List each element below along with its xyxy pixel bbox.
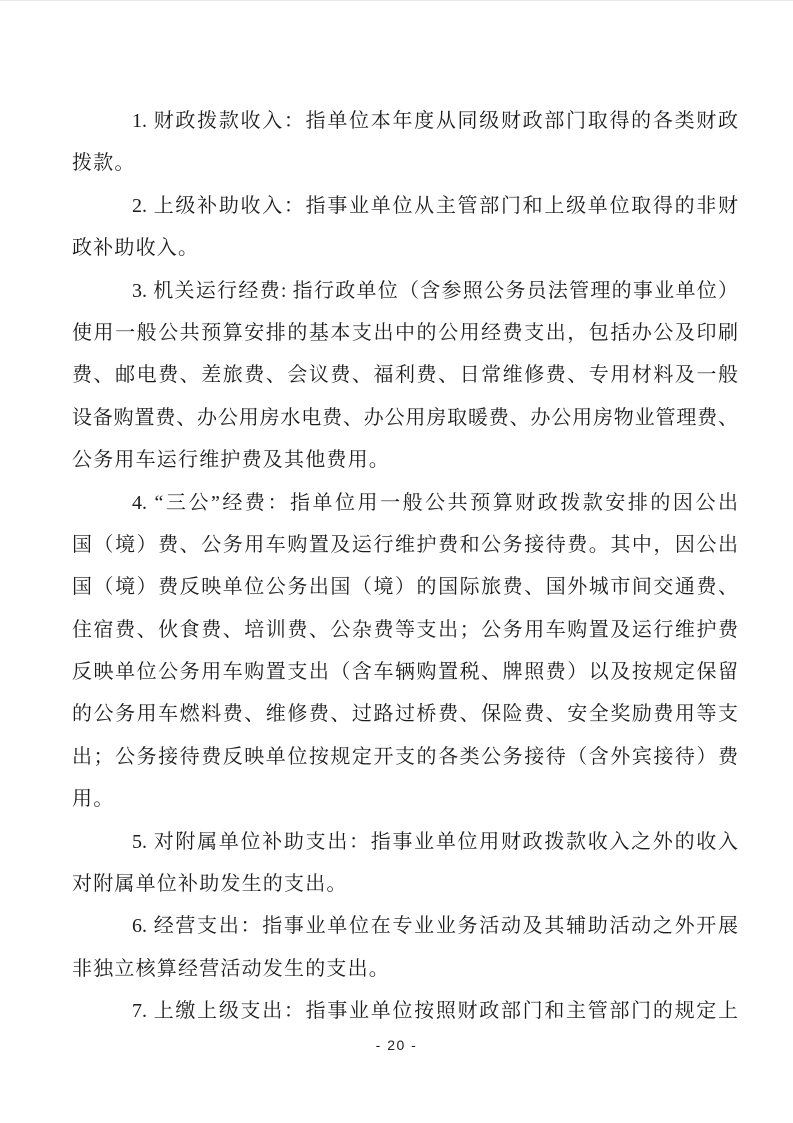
page-number: - 20 - xyxy=(375,1037,418,1053)
text-line: 费、邮电费、差旅费、会议费、福利费、日常维修费、专用材料及一般 xyxy=(72,364,738,387)
page-footer xyxy=(0,1037,793,1055)
text-line: 1. 财政拨款收入：指单位本年度从同级财政部门取得的各类财政 xyxy=(132,110,738,132)
text-line: 公务用车运行维护费及其他费用。 xyxy=(72,449,390,472)
text-line: 非独立核算经营活动发生的支出。 xyxy=(72,957,390,980)
text-line: 3. 机关运行经费: 指行政单位（含参照公务员法管理的事业单位） xyxy=(132,279,738,302)
document-body xyxy=(72,100,738,1033)
paragraph-item-3 xyxy=(72,270,738,482)
paragraph-item-6 xyxy=(72,905,738,990)
text-line: 6. 经营支出：指事业单位在专业业务活动及其辅助活动之外开展 xyxy=(132,915,738,938)
text-line: 住宿费、伙食费、培训费、公杂费等支出；公务用车购置及运行维护费 xyxy=(72,618,738,641)
text-line: 政补助收入。 xyxy=(72,237,200,260)
text-line: 使用一般公共预算安排的基本支出中的公用经费支出，包括办公及印刷 xyxy=(72,321,738,344)
text-line: 国（境）费、公务用车购置及运行维护费和公务接待费。其中，因公出 xyxy=(72,533,738,556)
text-line: 2. 上级补助收入：指事业单位从主管部门和上级单位取得的非财 xyxy=(132,194,738,217)
paragraph-item-1 xyxy=(72,100,738,185)
text-line: 用。 xyxy=(72,788,115,811)
text-line: 国（境）费反映单位公务出国（境）的国际旅费、国外城市间交通费、 xyxy=(72,576,738,599)
text-line: 出；公务接待费反映单位按规定开支的各类公务接待（含外宾接待）费 xyxy=(72,745,738,768)
text-line: 设备购置费、办公用房水电费、办公用房取暖费、办公用房物业管理费、 xyxy=(72,406,738,429)
paragraph-item-7 xyxy=(72,990,738,1032)
text-line: 5. 对附属单位补助支出：指事业单位用财政拨款收入之外的收入 xyxy=(132,830,738,853)
text-line: 对附属单位补助发生的支出。 xyxy=(72,873,348,896)
text-line: 反映单位公务用车购置支出（含车辆购置税、牌照费）以及按规定保留 xyxy=(72,661,738,684)
paragraph-item-4 xyxy=(72,482,738,821)
text-line: 拨款。 xyxy=(72,152,136,175)
text-line: 7. 上缴上级支出：指事业单位按照财政部门和主管部门的规定上 xyxy=(132,1000,738,1023)
paragraph-item-5 xyxy=(72,821,738,906)
text-line: 的公务用车燃料费、维修费、过路过桥费、保险费、安全奖励费用等支 xyxy=(72,703,738,726)
text-line: 4. “三公”经费：指单位用一般公共预算财政拨款安排的因公出 xyxy=(132,491,738,514)
paragraph-item-2 xyxy=(72,185,738,270)
